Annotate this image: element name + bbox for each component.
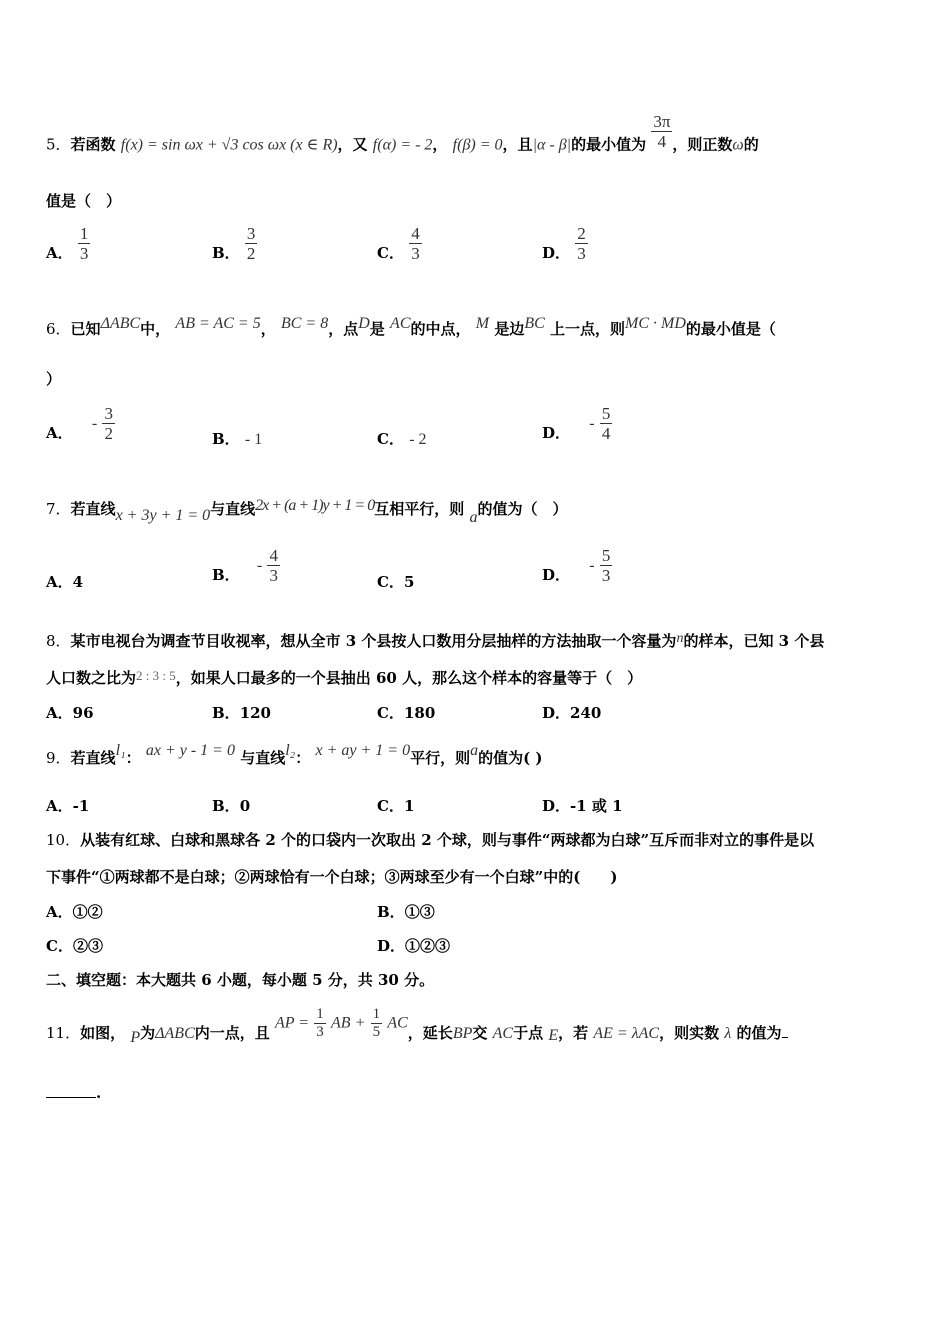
text: 的: [743, 135, 759, 154]
denominator: 4: [651, 131, 672, 151]
formula: ax + y - 1 = 0: [145, 742, 235, 759]
formula: AB +: [331, 1014, 366, 1032]
formula: x + 3y + 1 = 0: [115, 507, 211, 524]
option-value: 240: [570, 704, 602, 722]
question-10-line-2: 下事件“①两球都不是白球；②两球恰有一个白球；③两球至少有一个白球”中的( ): [46, 868, 618, 886]
text: 若函数: [70, 135, 116, 154]
denominator: 3: [269, 566, 278, 585]
option-d[interactable]: [542, 224, 588, 263]
text: 于点: [513, 1023, 544, 1042]
question-9-line-1: [46, 742, 543, 768]
numerator: 5: [601, 546, 611, 565]
option-a[interactable]: [46, 795, 89, 816]
formula: BC: [524, 315, 545, 332]
option-d[interactable]: [542, 795, 623, 816]
option-label: A．: [46, 903, 73, 921]
text: ，则正数: [672, 135, 733, 154]
text: 某市电视台为调查节目收视率，想从全市 3 个县按人口数用分层抽样的方法抽取一个容量为: [70, 632, 677, 650]
text: 人口数之比为: [46, 669, 137, 687]
option-value: ①②③: [405, 937, 451, 955]
option-a[interactable]: [46, 702, 94, 723]
question-7-line-1: [46, 497, 568, 526]
fraction: [314, 1006, 326, 1041]
fraction: [409, 224, 422, 263]
formula: BC = 8: [280, 315, 329, 332]
numerator: 3π: [653, 112, 671, 131]
question-6-line-2: ）: [46, 370, 62, 388]
question-10-line-1: [46, 829, 814, 850]
option-c[interactable]: [377, 795, 414, 816]
option-value: 120: [239, 704, 271, 722]
option-c[interactable]: [377, 702, 435, 723]
text: ：: [295, 749, 311, 767]
text: 的值为( ): [478, 749, 543, 767]
fraction: [371, 1006, 383, 1041]
option-label: D．: [542, 243, 571, 262]
option-value: - 1: [244, 431, 263, 448]
text: ，延长: [407, 1023, 453, 1042]
option-b[interactable]: [212, 428, 262, 449]
formula: AP =: [275, 1014, 310, 1032]
formula: AC: [492, 1024, 514, 1042]
text: ，又: [337, 135, 368, 154]
option-value: 5: [403, 573, 415, 591]
option-value: 4: [72, 573, 84, 591]
option-d[interactable]: [542, 546, 612, 585]
text: 平行，则: [410, 749, 471, 767]
text: 的中点，: [410, 320, 471, 338]
text: ：: [125, 749, 141, 767]
text: 与直线: [240, 749, 286, 767]
question-number: 11．: [46, 1023, 81, 1042]
formula: l₂: [285, 742, 296, 759]
option-value: ①②: [72, 903, 103, 921]
numerator: 3: [246, 224, 256, 243]
option-c[interactable]: [46, 935, 103, 956]
denominator: 3: [316, 1024, 324, 1040]
option-label: C．: [377, 573, 404, 591]
text: ，且: [502, 135, 533, 154]
text: 中，: [140, 320, 171, 338]
text: ，若: [558, 1023, 589, 1042]
text: 是: [369, 320, 385, 338]
numerator: 3: [104, 404, 113, 423]
formula: AC: [387, 1014, 408, 1032]
numerator: 4: [411, 224, 420, 243]
text: ，则实数: [659, 1023, 720, 1042]
option-label: D．: [542, 565, 571, 584]
question-number: 8．: [46, 632, 71, 650]
option-label: A．: [46, 704, 73, 722]
text: 的样本，已知 3 个县: [683, 632, 825, 650]
minus-sign: -: [91, 414, 98, 432]
formula: 2x + (a + 1)y + 1 = 0: [255, 497, 375, 514]
fraction: [267, 546, 280, 585]
option-b[interactable]: [212, 224, 257, 263]
fraction: [575, 224, 588, 263]
option-label: B．: [212, 243, 240, 262]
option-value: 96: [72, 704, 94, 722]
numerator: 1: [79, 224, 89, 243]
option-label: A．: [46, 573, 73, 591]
denominator: 2: [246, 244, 256, 263]
answer-blank-start[interactable]: [782, 1023, 788, 1038]
numerator: 1: [372, 1006, 381, 1022]
minus-sign: -: [256, 556, 263, 574]
option-label: B．: [212, 430, 240, 448]
denominator: 4: [601, 424, 611, 443]
option-label: B．: [212, 704, 240, 722]
formula: n: [676, 631, 684, 646]
fraction: [600, 404, 613, 443]
text: 上一点，则: [550, 320, 626, 338]
text: 的值为（ ）: [477, 500, 568, 518]
formula: BP: [452, 1024, 473, 1042]
option-value: 0: [239, 797, 251, 815]
text: ，: [260, 320, 276, 338]
formula: M: [475, 315, 490, 332]
vector-formula: [275, 1006, 408, 1041]
formula: l₁: [115, 742, 126, 759]
numerator: 5: [601, 404, 611, 423]
option-value: -1: [72, 797, 90, 815]
option-value: - 2: [409, 431, 427, 448]
text: 内一点，且: [194, 1023, 270, 1042]
text: 为: [140, 1023, 156, 1042]
option-d[interactable]: [542, 404, 612, 443]
formula: ω: [732, 136, 744, 154]
option-label: B．: [212, 797, 240, 815]
option-c[interactable]: [377, 428, 427, 449]
minus-sign: -: [589, 414, 595, 432]
option-b[interactable]: [212, 795, 250, 816]
option-a[interactable]: [46, 571, 83, 592]
denominator: 2: [104, 424, 113, 443]
text: .: [96, 1084, 102, 1102]
question-number: 5．: [46, 135, 71, 154]
formula: MC · MD: [625, 315, 686, 332]
text: 交: [472, 1023, 488, 1042]
text: 的值为: [736, 1023, 782, 1042]
option-value: 180: [403, 704, 436, 722]
minus-sign: -: [589, 556, 595, 574]
option-label: B．: [212, 565, 240, 584]
option-label: C．: [377, 243, 404, 262]
denominator: 3: [577, 244, 586, 263]
text: ，点: [328, 320, 359, 338]
text: 若直线: [70, 500, 116, 518]
question-11-line-1: [46, 1006, 788, 1046]
formula: f(x) = sin ωx + √3 cos ωx (x ∈ R): [120, 136, 338, 154]
option-label: D．: [542, 797, 571, 815]
fraction: [245, 224, 258, 263]
numerator: 2: [577, 224, 586, 243]
text: ，如果人口最多的一个县抽出 60 人，那么这个样本的容量等于（ ）: [175, 669, 643, 687]
option-d[interactable]: [377, 935, 450, 956]
answer-blank[interactable]: [46, 1085, 96, 1098]
option-a[interactable]: [46, 224, 90, 263]
text: 是边: [494, 320, 525, 338]
option-label: C．: [46, 937, 73, 955]
question-number: 10．: [46, 831, 81, 849]
formula: ΔABC: [155, 1024, 195, 1042]
formula: D: [358, 315, 370, 332]
formula: λ: [724, 1024, 732, 1042]
section-heading: 二、填空题：本大题共 6 小题，每小题 5 分，共 30 分。: [46, 971, 435, 989]
text: 若直线: [70, 749, 116, 767]
formula: P: [130, 1028, 141, 1046]
formula: AE = λAC: [593, 1024, 660, 1042]
option-b[interactable]: [212, 702, 271, 723]
formula: x + ay + 1 = 0: [315, 742, 411, 759]
option-value: 1: [403, 797, 415, 815]
text: 的最小值是（: [685, 320, 776, 338]
text: 已知: [70, 320, 101, 338]
option-label: C．: [377, 430, 404, 448]
option-value: -1 或 1: [570, 797, 623, 815]
formula: a: [470, 742, 479, 759]
text: 互相平行，则: [374, 500, 465, 518]
denominator: 5: [372, 1024, 381, 1040]
formula: AC: [390, 315, 411, 332]
option-label: D．: [377, 937, 406, 955]
numerator: 4: [269, 546, 278, 565]
text: 如图，: [80, 1023, 126, 1042]
option-label: C．: [377, 797, 404, 815]
option-label: A．: [46, 797, 73, 815]
question-11-line-2: [46, 1084, 101, 1102]
option-value: ①③: [404, 903, 435, 921]
denominator: 3: [601, 566, 611, 585]
option-b[interactable]: [212, 546, 280, 585]
question-number: 6．: [46, 320, 71, 338]
question-8-line-2: [46, 667, 642, 688]
question-number: 7．: [46, 500, 71, 518]
text: ，: [432, 135, 448, 154]
formula: E: [548, 1026, 559, 1044]
fraction: [600, 546, 613, 585]
text: 从装有红球、白球和黑球各 2 个的口袋内一次取出 2 个球，则与事件“两球都为白球”互斥而非对立的事件是以: [80, 831, 815, 849]
fraction: [651, 112, 672, 151]
numerator: 1: [316, 1006, 324, 1022]
formula: a: [469, 509, 478, 526]
option-label: C．: [377, 704, 404, 722]
option-b[interactable]: [377, 901, 435, 922]
option-c[interactable]: [377, 224, 422, 263]
formula: 2 : 3 : 5: [136, 668, 176, 683]
fraction: [78, 224, 91, 263]
option-value: ②③: [72, 937, 103, 955]
question-8-line-1: [46, 630, 824, 651]
question-5-line-2: 值是（ ）: [46, 192, 122, 210]
fraction: [102, 404, 115, 443]
denominator: 3: [79, 244, 89, 263]
question-6-line-1: [46, 315, 776, 339]
formula: ΔABC: [100, 315, 141, 332]
option-a[interactable]: [46, 404, 115, 443]
option-label: A．: [46, 423, 73, 442]
formula: |α - β|: [532, 136, 572, 154]
formula: f(α) = - 2: [372, 136, 433, 154]
formula: f(β) = 0: [452, 136, 503, 154]
formula: AB = AC = 5: [175, 315, 261, 332]
question-number: 9．: [46, 749, 71, 767]
option-label: D．: [542, 704, 571, 722]
option-a[interactable]: [46, 901, 103, 922]
denominator: 3: [411, 244, 420, 263]
option-c[interactable]: [377, 571, 414, 592]
text: 的最小值为: [571, 135, 647, 154]
option-label: B．: [377, 903, 405, 921]
option-label: D．: [542, 423, 571, 442]
text: 与直线: [210, 500, 256, 518]
option-label: A．: [46, 243, 73, 262]
option-d[interactable]: [542, 702, 601, 723]
